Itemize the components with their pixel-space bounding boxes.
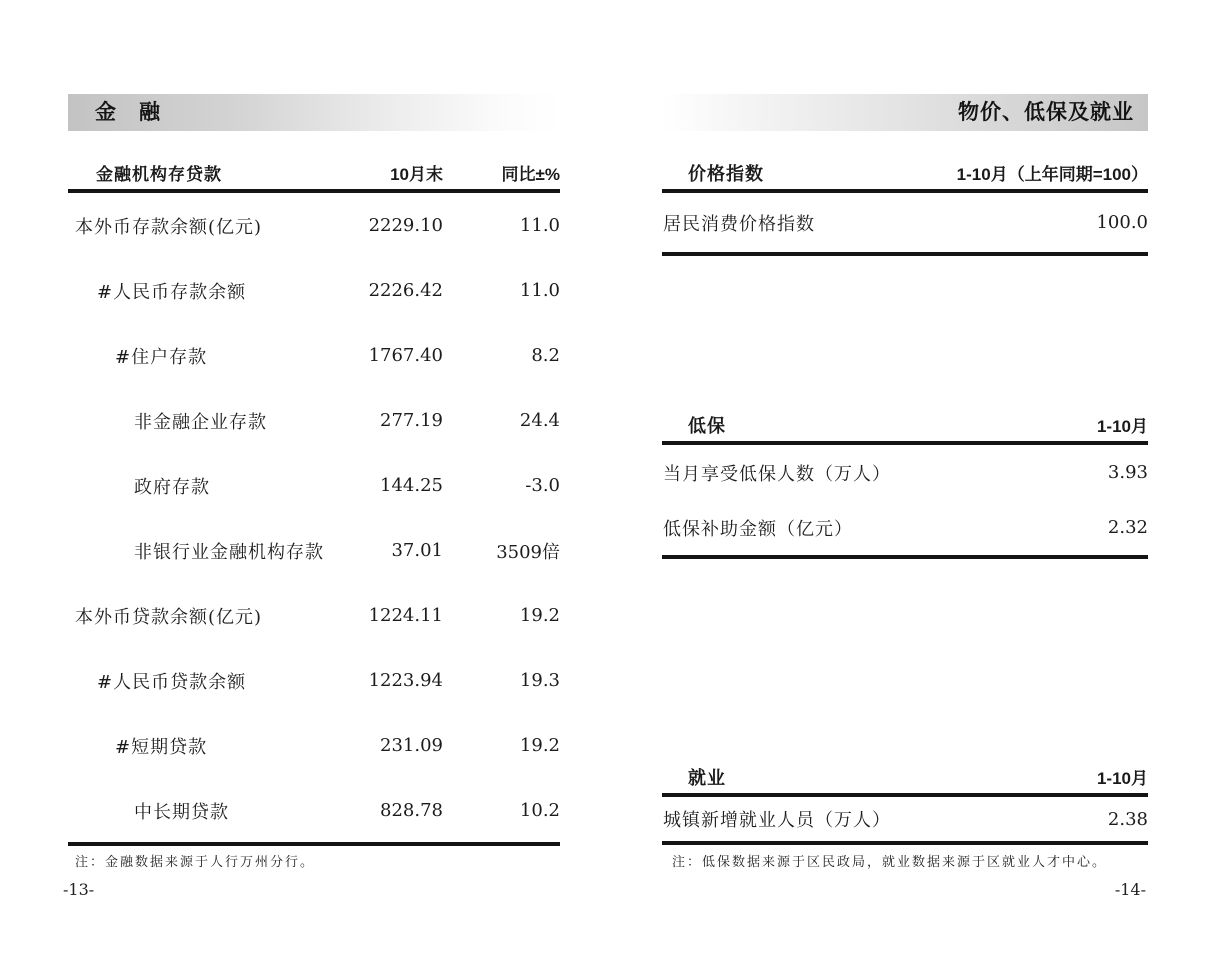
finance-row-value: 828.78 — [380, 800, 443, 821]
prices-section-banner — [662, 94, 1148, 131]
finance-row-value: 1223.94 — [368, 670, 443, 691]
indicator-section — [662, 408, 1148, 559]
finance-row-value: 1767.40 — [368, 345, 443, 366]
finance-table-row — [68, 518, 560, 583]
section-title: 价格指数 — [688, 163, 764, 184]
finance-table-body — [68, 193, 560, 846]
finance-row-change: 19.3 — [519, 670, 560, 691]
welfare-source-note: 注：低保数据来源于区民政局，就业数据来源于区就业人才中心。 — [672, 855, 1108, 870]
finance-row-value: 144.25 — [380, 475, 443, 496]
finance-row-change: -3.0 — [525, 475, 560, 496]
indicator-row — [662, 500, 1148, 555]
page-finance — [63, 0, 560, 977]
section-period: 1-10月（上年同期=100） — [956, 165, 1148, 184]
finance-row-value: 231.09 — [380, 735, 443, 756]
page-number-right: -14- — [1114, 880, 1146, 899]
finance-row-label: 非金融企业存款 — [134, 411, 267, 433]
section-period: 1-10月 — [1096, 769, 1148, 788]
finance-table-row — [68, 258, 560, 323]
finance-table-row — [68, 388, 560, 453]
indicator-label: 城镇新增就业人员（万人） — [663, 810, 891, 831]
section-period: 1-10月 — [1096, 417, 1148, 436]
finance-row-change: 19.2 — [519, 735, 560, 756]
page-number-left: -13- — [63, 880, 95, 899]
finance-row-value: 1224.11 — [368, 605, 443, 626]
finance-row-label: 政府存款 — [134, 476, 210, 498]
finance-row-change: 10.2 — [519, 800, 560, 821]
finance-row-value: 277.19 — [380, 410, 443, 431]
finance-row-value: 2226.42 — [368, 280, 443, 301]
section-header — [662, 760, 1148, 797]
indicator-row — [662, 445, 1148, 500]
section-rows — [662, 193, 1148, 256]
indicator-section — [662, 156, 1148, 256]
finance-table-row — [68, 583, 560, 648]
indicator-value: 100.0 — [1096, 212, 1148, 233]
finance-table-header-label: 金融机构存贷款 — [96, 165, 222, 184]
indicator-section — [662, 760, 1148, 845]
finance-table-header — [68, 156, 560, 193]
finance-row-label: 本外币贷款余额(亿元) — [75, 606, 263, 628]
finance-row-value: 2229.10 — [368, 215, 443, 236]
finance-table-header-col1: 10月末 — [390, 165, 443, 184]
finance-table-header-col2: 同比±% — [501, 165, 560, 184]
indicator-value: 2.32 — [1107, 517, 1148, 538]
finance-row-change: 3509倍 — [496, 541, 560, 563]
indicator-value: 2.38 — [1107, 808, 1148, 830]
prices-banner-title: 物价、低保及就业 — [958, 101, 1134, 124]
finance-source-note: 注：金融数据来源于人行万州分行。 — [75, 855, 316, 870]
finance-row-label: 本外币存款余额(亿元) — [75, 216, 263, 238]
finance-row-label: #人民币贷款余额 — [97, 671, 247, 693]
finance-row-label: 非银行业金融机构存款 — [134, 541, 324, 563]
indicator-row — [662, 797, 1148, 841]
finance-table-row — [68, 713, 560, 778]
finance-row-label: #人民币存款余额 — [97, 281, 247, 303]
section-title: 就业 — [688, 767, 726, 788]
finance-table-row — [68, 778, 560, 843]
indicator-row — [662, 193, 1148, 252]
finance-table-row — [68, 193, 560, 258]
section-header — [662, 156, 1148, 193]
finance-row-change: 19.2 — [519, 605, 560, 626]
finance-row-label: #住户存款 — [115, 346, 208, 368]
finance-table-row — [68, 453, 560, 518]
indicator-label: 低保补助金额（亿元） — [663, 518, 853, 540]
section-title: 低保 — [688, 415, 726, 436]
finance-row-change: 24.4 — [519, 410, 560, 431]
page-prices-welfare-employment — [662, 0, 1148, 977]
finance-row-change: 11.0 — [519, 280, 560, 301]
finance-row-value: 37.01 — [391, 540, 443, 561]
section-header — [662, 408, 1148, 445]
finance-section-banner — [68, 94, 560, 131]
finance-row-change: 11.0 — [519, 215, 560, 236]
finance-table-row — [68, 648, 560, 713]
finance-row-change: 8.2 — [531, 345, 560, 366]
indicator-label: 当月享受低保人数（万人） — [663, 463, 891, 485]
finance-row-label: 中长期贷款 — [134, 801, 229, 823]
finance-banner-title: 金 融 — [95, 101, 161, 124]
finance-row-label: #短期贷款 — [115, 736, 208, 758]
indicator-value: 3.93 — [1107, 462, 1148, 483]
section-rows — [662, 445, 1148, 559]
finance-table-row — [68, 323, 560, 388]
indicator-label: 居民消费价格指数 — [663, 213, 815, 235]
section-rows — [662, 797, 1148, 845]
